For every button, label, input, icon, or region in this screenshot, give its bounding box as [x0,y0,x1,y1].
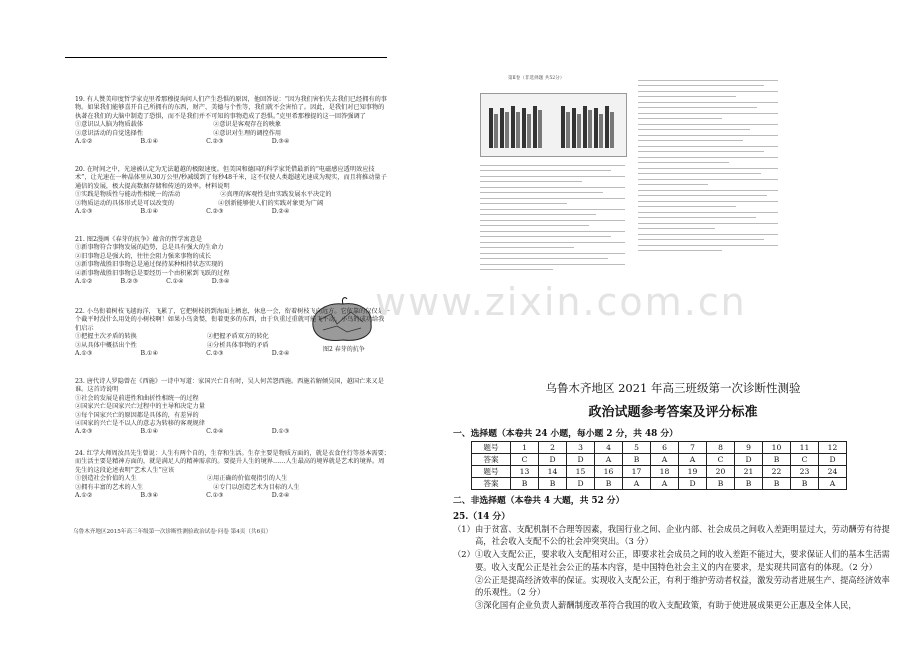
answer-cell: D [735,454,763,466]
question-stem: 20. 在时间之中，光速被认定为无法超越的极限速度。但美国和德国的科学家凭借最新的“电磁感应透明效应技术”，让光速在一种晶体里从30万公里/秒减缓到了每秒48千米，这不仅使人类超越光速成为现实，而且将推动量子通信的发展，极大提高数据存储和传送的效率。材料说明 [75,166,387,190]
question-22 [75,308,390,358]
answer-cell: D [679,478,707,490]
option: ③新事物战胜旧事物总是通过保持某种相持状态实现的 [75,261,224,269]
question-number-cell: 17 [623,466,651,478]
answer-cell: B [511,478,539,490]
choice: C.②③ [206,138,224,146]
section-header: 第Ⅱ卷（非选择题 共52分） [508,76,565,81]
question-number-cell: 2 [539,442,567,454]
option: ①实践是物质性与能动性相统一的活动 [75,191,181,199]
option: ②国家兴亡是国家兴亡过程中的主导和决定力量 [75,403,205,411]
option: ③意识活动的自觉选择性 [75,129,144,137]
table-row [472,478,847,490]
question-number-cell: 23 [791,466,819,478]
section-choice-heading: 一、选择题（本卷共 24 小题，每小题 2 分，共 48 分） [453,429,678,439]
question-number-cell: 5 [623,442,651,454]
choice: D.②④ [271,208,290,216]
question-number-cell: 14 [539,466,567,478]
option: ①意识以人脑为物质载体 [75,121,144,129]
answer-cell: D [567,454,595,466]
answer-cell: D [539,454,567,466]
question-number-cell: 7 [679,442,707,454]
scanned-text-block-left [480,160,625,275]
part-text: 由于贫富、支配机制不合理等因素，我国行业之间、企业内部、社会成员之间收入差距明显过大，劳动酬劳有待提高，社会收入支配不公的社会冲突突出。（3 分） [475,524,890,547]
option: ④创新能够使人们的实践对象更为广阔 [218,199,324,207]
option: ③拥有丰富的艺术的人生 [75,483,144,491]
watermark: www.zixin.com.cn [375,280,747,324]
question-23 [75,378,390,437]
question-number-cell: 10 [763,442,791,454]
answer-key [453,380,893,611]
choice: B.②③ [120,278,139,286]
answer-cell: A [623,478,651,490]
choice: C.②③ [206,208,224,216]
option: ②旧事物总是强大的，往往会阻力强来事物的成长 [75,252,212,260]
answer-cell: B [707,478,735,490]
page-footer: 乌鲁木齐地区2015年高三年级第一次诊断性测验政治试卷·问卷 第4页（共6页） [73,529,272,535]
choice: C.①③ [206,492,224,500]
option: ①把握主次矛盾的转换 [75,333,137,341]
question-number-cell: 12 [819,442,847,454]
choice: A.①③ [75,208,93,216]
choice: C.①④ [166,278,184,286]
answer-key-subtitle: 政治试题参考答案及评分标准 [588,405,758,420]
table-row [472,442,847,454]
question-number-cell: 3 [567,442,595,454]
answer-cell: A [679,454,707,466]
question-stem: 19. 有人赞美印度哲学家克里希那穆提询问人们产生恐惧的原因，他回答说：“因为我们害怕失去我们已经拥有的事物。如果我们能够喜开自己所拥有的东西，财产、美德与个性等，我们就不会害怕了。因此，是我们对已知事物的执著在我们的大脑中制造了恐惧，而不是我们并不可知的事物造成了恐惧。”克里希那穆提的这一回答强调了 [75,96,387,120]
answer-table [471,441,847,490]
section-essay-heading: 二、非选择题（本卷共 4 大题，共 52 分） [453,496,625,506]
answer-part-2 [453,548,893,572]
option: ④分析具体事物的矛盾 [206,341,269,349]
question-number-cell: 11 [791,442,819,454]
choice: D.②④ [271,350,290,358]
option: ②用正确的价值观指引的人生 [206,475,288,483]
answer-cell: C [511,454,539,466]
question-stem: 21. 图2漫画《春芽的抗争》蕴含的哲学寓意是 [75,236,203,243]
question-stem: 22. 小鸟衔着树枝飞越海洋，飞累了，它把树枝扔到海面上栖息，休息一会，衔着树枝飞向远方。它依靠的仅仅是一个截平时没什么用处的小树枝啊！如果小鸟贪婪，衔着更多的东西，由于负重过重就可能飞不动。小鸟的成功给我们启示 [75,308,390,332]
question-number-cell: 20 [707,466,735,478]
table-row [472,466,847,478]
choice: B.①④ [140,208,159,216]
question-21 [75,236,305,286]
bar-chart-figure [480,93,627,157]
option: ③每个国家兴亡的原因都是具体的，有差异的 [75,411,199,419]
option: ④新事物战胜旧事物总是要经历一个由积累到飞跃的过程 [75,269,230,277]
option: ①新事物符合事物发展的趋势，总是具有强大的生命力 [75,244,224,252]
choice: B.①④ [140,428,159,436]
answer-cell: B [763,454,791,466]
question-number-cell: 9 [735,442,763,454]
choice: C.②④ [206,428,224,436]
option: ②真理的客观性是由实践发展水平决定的 [220,191,332,199]
option: ②意识是客观存在的映象 [213,121,282,129]
choice: A.①② [75,278,93,286]
answer-cell: A [651,454,679,466]
question-number-cell: 6 [651,442,679,454]
question-number-cell: 19 [679,466,707,478]
choice: D.③④ [271,138,290,146]
part-label: （2） [453,549,475,560]
scanned-text-block-right [638,75,778,256]
option: ④专门以创造艺术为目标的人生 [213,483,300,491]
question-number-cell: 13 [511,466,539,478]
question-19 [75,96,390,146]
question-number-cell: 16 [595,466,623,478]
figure-caption: 图2 春芽的抗争 [323,346,365,353]
choice: A.①② [75,492,93,500]
option: ②把握矛盾双方的转化 [206,333,269,341]
question-number-cell: 15 [567,466,595,478]
choice: B.③④ [140,492,159,500]
question-number-cell: 18 [651,466,679,478]
answer-key-title: 乌鲁木齐地区 2021 年高三班级第一次诊断性测验 [545,381,801,395]
choice: A.①② [75,138,93,146]
option: ③从具体中概括出个性 [75,341,137,349]
answer-cell: D [819,454,847,466]
choice: A.②③ [75,428,93,436]
answer-part-2c: ③深化国有企业负责人薪酬制度改革符合我国的收入支配政策，有助于使进展成果更公正惠及全体人民， [475,600,857,611]
row-label: 答案 [472,478,511,490]
question-20 [75,166,390,216]
answer-cell: C [707,454,735,466]
bar-chart-graphic [481,94,626,156]
part-text: ①收入支配公正，要求收入支配相对公正，即要求社会成员之间的收入差距不能过大，要求保证人们的基本生活需要。收入支配公正是社会公正的基本内容，是中国特色社会主义的内在要求，是实现共同富有的体现。（2 分） [475,549,890,572]
option: ①创造社会价值的人生 [75,475,137,483]
choice: B.①④ [140,350,159,358]
option: ④意识对生理的调控作用 [213,129,282,137]
choice: B.①④ [140,138,159,146]
question-25-label: 25.（14 分） [453,512,510,522]
option: ③物质运动的具体形式是可以改变的 [75,199,174,207]
question-number-cell: 24 [819,466,847,478]
question-24 [75,450,390,500]
choice: D.①③ [271,428,290,436]
row-label: 题号 [472,442,511,454]
answer-cell: B [623,454,651,466]
choice: D.②④ [271,492,290,500]
choice: A.①③ [75,350,93,358]
answer-cell: B [763,478,791,490]
answer-part-1 [453,523,893,547]
question-stem: 23. 唐代诗人罗隐曾在《西施》一诗中写道：家国兴亡自有时，吴人何苦怨西施。西施若解倾吴国，越国亡来又是谁。这首诗说明 [75,378,384,394]
answer-cell: B [735,478,763,490]
answer-part-2b: ②公正是提高经济效率的保证。实现收入支配公正，有利于维护劳动者权益，激发劳动者进展生产、提高经济效率的乐观性。（2 分） [475,574,890,598]
answer-cell: A [595,454,623,466]
answer-cell: B [595,478,623,490]
table-row [472,454,847,466]
choice: C.②③ [206,350,224,358]
answer-cell: B [791,478,819,490]
answer-cell: D [567,478,595,490]
answer-cell: B [539,478,567,490]
row-label: 题号 [472,466,511,478]
question-number-cell: 1 [511,442,539,454]
answer-cell: A [819,478,847,490]
row-label: 答案 [472,454,511,466]
question-number-cell: 8 [707,442,735,454]
question-stem: 24. 红学大师周汝昌先生曾说：人生有两个自的，生存和生活。生存主要是物质方面的，就是衣食住行等基本需要；而生活主要是精神方面的，就是满足人的精神需求的。要提升人生的境界……人生最高的境界就是艺术的境界。周先生的这段论述表明“艺术人生”应该 [75,450,390,474]
option: ①社会的发展是前进性和曲折性相统一的过程 [75,394,199,402]
answer-cell: C [791,454,819,466]
part-label: （1） [453,524,475,534]
question-number-cell: 4 [595,442,623,454]
question-number-cell: 21 [735,466,763,478]
question-number-cell: 22 [763,466,791,478]
option: ④国家的兴亡是不以人的意志为转移的客观规律 [75,420,205,428]
answer-cell: A [651,478,679,490]
choice: D.③④ [211,278,230,286]
question-page [55,58,400,648]
